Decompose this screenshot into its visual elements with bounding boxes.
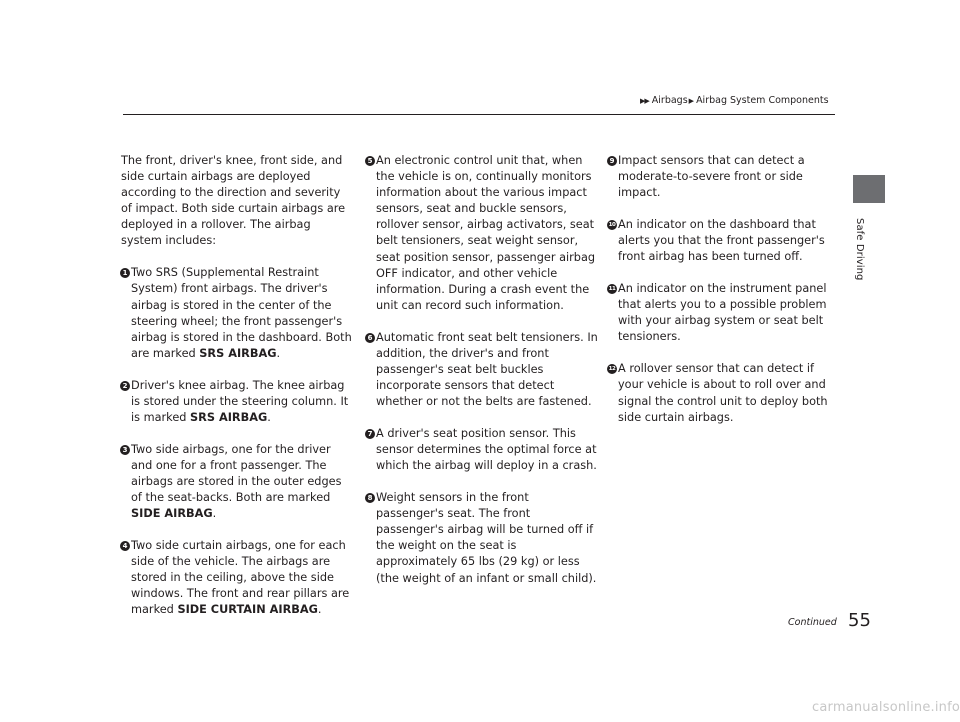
number-5-icon: 5 — [365, 156, 375, 166]
list-item: 3 Two side airbags, one for the driver and one for a front passenger. The airbags are stored in the outer edges of the seat-backs. Both are marked SIDE AIRBAG. — [121, 442, 353, 522]
number-3-icon: 3 — [120, 445, 130, 455]
watermark: carmanualsonline.info — [812, 700, 960, 715]
number-2-icon: 2 — [120, 381, 130, 391]
column-3 — [608, 153, 840, 442]
number-7-icon: 7 — [365, 429, 375, 439]
list-item: 8 Weight sensors in the front passenger's seat. The front passenger's airbag will be turned off if the weight on the seat is approximately 65 lbs (29 kg) or less (the weight of an infant or small child). — [366, 490, 598, 587]
number-10-icon: 10 — [608, 222, 616, 229]
breadcrumb-section: Airbags — [651, 95, 688, 106]
number-8-icon: 8 — [365, 493, 375, 503]
list-item: 11 An indicator on the instrument panel that alerts you to a possible problem with your airbag system or seat belt tensioners. — [608, 282, 827, 344]
list-item: 4 Two side curtain airbags, one for each side of the vehicle. The airbags are stored in the ceiling, above the side windows. The front and rear pillars are marked SIDE CURTAIN AIRBAG. — [121, 538, 353, 618]
list-item: 9 Impact sensors that can detect a moderate-to-severe front or side impact. — [608, 153, 840, 201]
section-tab — [853, 175, 885, 203]
breadcrumb-page: Airbag System Components — [696, 95, 829, 106]
list-item: 12 A rollover sensor that can detect if your vehicle is about to roll over and signal the control unit to deploy both side curtain airbags. — [608, 362, 828, 424]
section-label: Safe Driving — [854, 218, 865, 281]
list-item: 1 Two SRS (Supplemental Restraint System) front airbags. The driver's airbag is stored in the center of the steering wheel; the front passenger's airbag is stored in the dashboard. Both are marked SRS AIRBAG. — [121, 265, 353, 362]
column-1 — [121, 153, 353, 634]
number-11-icon: 11 — [608, 286, 616, 293]
list-item: 2 Driver's knee airbag. The knee airbag is stored under the steering column. It is marked SRS AIRBAG. — [121, 378, 353, 426]
list-item: 6 Automatic front seat belt tensioners. In addition, the driver's and front passenger's seat belt buckles incorporate sensors that detect whether or not the belts are fastened. — [366, 330, 598, 410]
list-item: 10 An indicator on the dashboard that alerts you that the front passenger's front airbag has been turned off. — [608, 218, 825, 264]
continued-label: Continued — [788, 617, 837, 628]
header-rule — [123, 114, 835, 115]
column-2 — [366, 153, 598, 602]
list-item: 7 A driver's seat position sensor. This sensor determines the optimal force at which the airbag will deploy in a crash. — [366, 426, 598, 474]
number-6-icon: 6 — [365, 333, 375, 343]
intro-paragraph: The front, driver's knee, front side, and side curtain airbags are deployed according to the direction and severity of impact. Both side curtain airbags are deployed in a rollover. The airbag system includes: — [121, 154, 346, 248]
number-9-icon: 9 — [607, 156, 617, 166]
breadcrumb — [640, 95, 829, 106]
number-1-icon: 1 — [120, 268, 130, 278]
number-12-icon: 12 — [608, 366, 616, 373]
breadcrumb-arrow-icon: ▶▶ — [640, 97, 649, 105]
page-number: 55 — [848, 610, 871, 631]
number-4-icon: 4 — [120, 541, 130, 551]
list-item: 5 An electronic control unit that, when the vehicle is on, continually monitors information about the various impact sensors, seat and buckle sensors, rollover sensor, airbag activators, seat belt tensioners, seat weight sensor, seat position sensor, passenger airbag OFF indicator, and other vehicle information. During a crash event the unit can record such information. — [366, 153, 598, 314]
breadcrumb-separator-icon: ▶ — [688, 97, 695, 105]
